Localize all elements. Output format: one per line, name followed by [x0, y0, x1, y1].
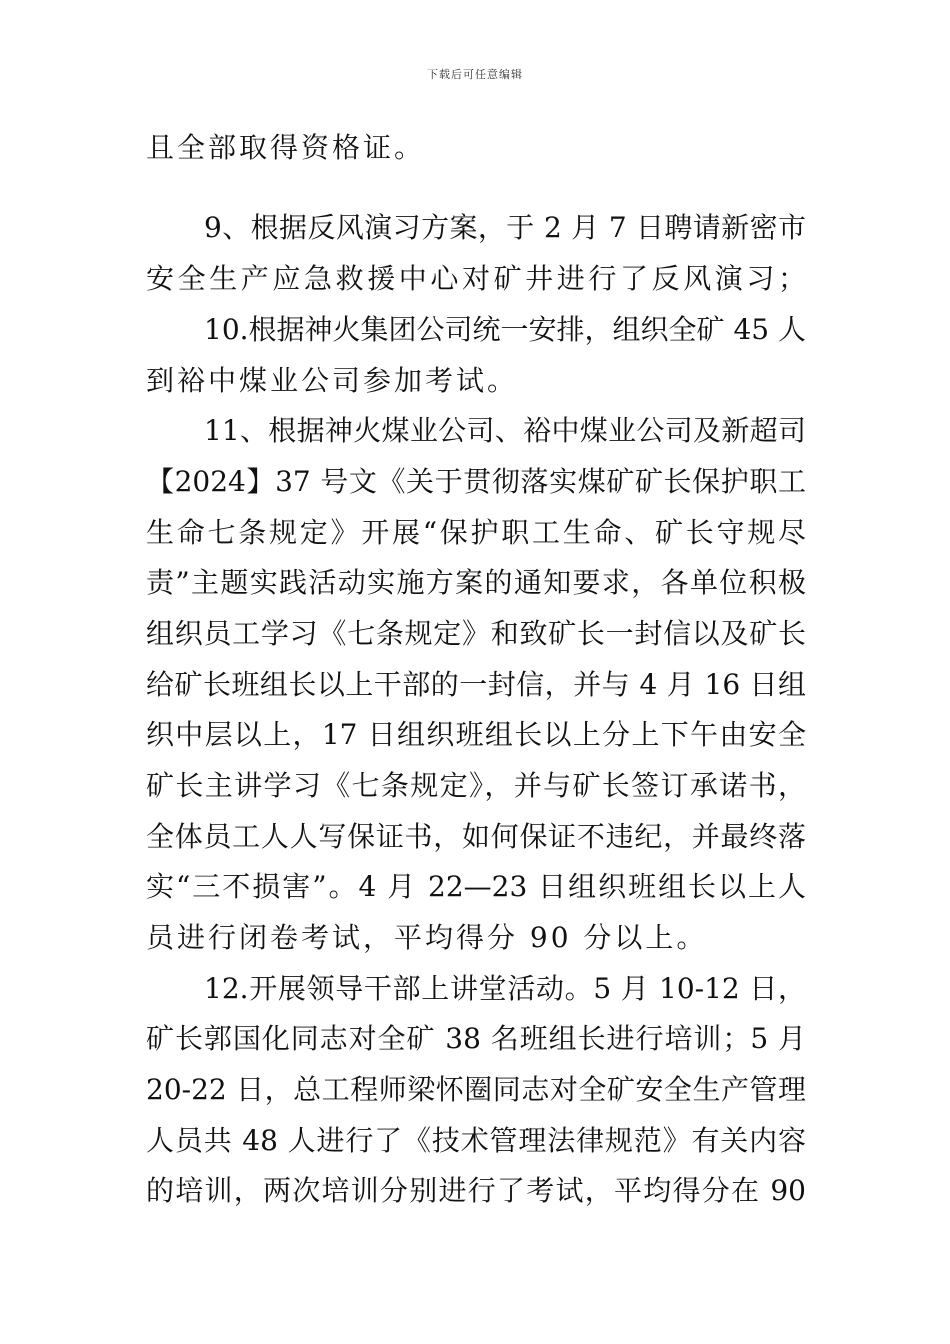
text-line: 且全部取得资格证。 [146, 131, 426, 164]
text-line: 安全生产应急救援中心对矿井进行了反风演习； [146, 262, 806, 295]
text-line: 【2024】37 号文《关于贯彻落实煤矿矿长保护职工 [146, 465, 806, 498]
text-line: 员进行闭卷考试，平均得分 90 分以上。 [146, 921, 708, 954]
text-line: 组织员工学习《七条规定》和致矿长一封信以及矿长 [146, 617, 806, 650]
text-line: 全体员工人人写保证书，如何保证不违纪，并最终落 [146, 820, 806, 853]
text-line: 12.开展领导干部上讲堂活动。5 月 10-12 日， [204, 972, 806, 1005]
text-line: 9、根据反风演习方案，于 2 月 7 日聘请新密市 [204, 211, 806, 244]
text-line: 到裕中煤业公司参加考试。 [146, 364, 519, 397]
text-line: 矿长郭国化同志对全矿 38 名班组长进行培训；5 月 [146, 1022, 806, 1055]
text-line: 11、根据神火煤业公司、裕中煤业公司及新超司 [204, 414, 806, 447]
text-line: 给矿长班组长以上干部的一封信，并与 4 月 16 日组 [146, 668, 806, 701]
page-header-note: 下载后可任意编辑 [427, 68, 523, 81]
text-line: 的培训，两次培训分别进行了考试，平均得分在 90 [146, 1174, 806, 1207]
text-line: 10.根据神火集团公司统一安排，组织全矿 45 人 [204, 313, 806, 346]
text-line: 织中层以上，17 日组织班组长以上分上下午由安全 [146, 718, 806, 751]
text-line: 人员共 48 人进行了《技术管理法律规范》有关内容 [146, 1124, 806, 1157]
text-line: 生命七条规定》开展“保护职工生命、矿长守规尽 [146, 516, 806, 549]
text-line: 矿长主讲学习《七条规定》，并与矿长签订承诺书， [146, 769, 806, 802]
text-line: 实“三不损害”。4 月 22—23 日组织班组长以上人 [146, 870, 806, 903]
text-line: 20-22 日，总工程师梁怀圈同志对全矿安全生产管理 [146, 1073, 806, 1106]
text-line: 责”主题实践活动实施方案的通知要求，各单位积极 [146, 566, 806, 599]
